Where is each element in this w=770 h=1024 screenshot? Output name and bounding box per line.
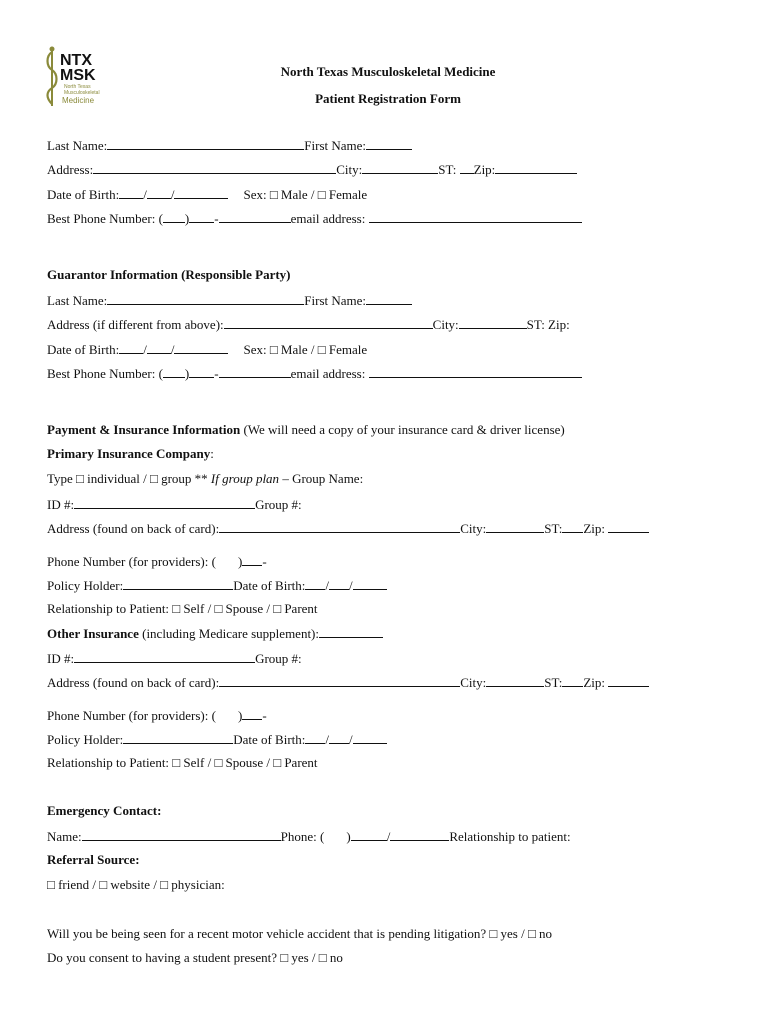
label-provider-phone: Phone Number (for providers): (	[47, 554, 216, 569]
slash: /	[170, 187, 175, 202]
field-other-id[interactable]	[74, 650, 255, 663]
payment-heading	[47, 422, 565, 438]
field-dob-year[interactable]	[353, 577, 387, 590]
field-zip[interactable]	[495, 161, 577, 174]
label-first-name: First Name:	[304, 293, 367, 308]
field-emergency-phone-a[interactable]	[351, 828, 387, 841]
field-other-zip[interactable]	[608, 674, 649, 687]
label-zip: Zip:	[473, 162, 496, 177]
sex-options[interactable]: Sex: □ Male / □ Female	[243, 187, 368, 202]
label-policy-holder: Policy Holder:	[47, 578, 124, 593]
primary-insurance-label: Primary Insurance Company	[47, 446, 211, 461]
primary-address-row	[47, 520, 649, 537]
field-guarantor-last-name[interactable]	[107, 292, 304, 305]
field-primary-city[interactable]	[486, 520, 544, 533]
field-phone-area[interactable]	[163, 365, 185, 378]
patient-phone-row	[47, 210, 582, 227]
label-id: ID #:	[47, 651, 75, 666]
paren: )	[346, 829, 351, 844]
field-email[interactable]	[369, 210, 582, 223]
label-dob: Date of Birth:	[233, 578, 306, 593]
logo-line1: NTX	[60, 52, 92, 69]
other-insurance-note: (including Medicare supplement):	[138, 626, 319, 641]
label-phone: Phone: (	[280, 829, 325, 844]
field-policy-holder[interactable]	[123, 577, 233, 590]
label-phone: Best Phone Number: (	[47, 366, 163, 381]
primary-phone-row	[47, 553, 267, 570]
field-other-city[interactable]	[486, 674, 544, 687]
field-phone-line[interactable]	[219, 210, 291, 223]
label-dob: Date of Birth:	[47, 187, 120, 202]
label-email: email address:	[290, 366, 369, 381]
label-zip: Zip:	[583, 521, 609, 536]
dash: -	[214, 211, 219, 226]
label-st: ST:	[544, 521, 563, 536]
field-emergency-phone-b[interactable]	[390, 828, 449, 841]
logo-sub1: North Texas	[64, 84, 91, 90]
label-address: Address:	[47, 162, 94, 177]
field-dob-year[interactable]	[174, 341, 228, 354]
colon: :	[210, 446, 214, 461]
paren: )	[184, 211, 190, 226]
paren: )	[237, 554, 243, 569]
dash: -	[262, 708, 267, 723]
other-phone-row	[47, 707, 267, 724]
field-last-name[interactable]	[107, 137, 304, 150]
field-dob-day[interactable]	[329, 577, 349, 590]
field-dob-day[interactable]	[147, 186, 171, 199]
dash: -	[214, 366, 219, 381]
label-address: Address (found on back of card):	[47, 675, 220, 690]
other-id-row	[47, 650, 302, 667]
label-first-name: First Name:	[304, 138, 367, 153]
field-phone-area[interactable]	[163, 210, 185, 223]
other-address-row	[47, 674, 649, 691]
field-other-insurance[interactable]	[319, 625, 383, 638]
field-dob-day[interactable]	[329, 731, 349, 744]
guarantor-phone-row	[47, 365, 582, 382]
label-last-name: Last Name:	[47, 138, 108, 153]
slash: /	[349, 732, 353, 747]
field-phone-prefix[interactable]	[189, 365, 214, 378]
label-city: City:	[460, 675, 487, 690]
label-dob: Date of Birth:	[233, 732, 306, 747]
dash: -	[262, 554, 267, 569]
label-dob: Date of Birth:	[47, 342, 120, 357]
logo-sub2: Musculoskeletal	[64, 90, 100, 96]
label-city: City:	[336, 162, 363, 177]
patient-dob-row	[47, 186, 367, 203]
type-options[interactable]: Type □ individual / □ group **	[47, 471, 211, 486]
field-city[interactable]	[362, 161, 438, 174]
question-mva[interactable]: Will you be being seen for a recent motor vehicle accident that is pending litigation? □ yes / □ no	[47, 926, 553, 941]
field-primary-id[interactable]	[74, 496, 255, 509]
logo-sub3: Medicine	[62, 96, 95, 105]
other-insurance-label: Other Insurance	[47, 626, 139, 641]
field-dob-month[interactable]	[305, 731, 325, 744]
field-guarantor-address[interactable]	[224, 316, 433, 329]
field-dob-year[interactable]	[174, 186, 228, 199]
other-holder-row	[47, 731, 387, 748]
label-last-name: Last Name:	[47, 293, 108, 308]
field-policy-holder[interactable]	[123, 731, 233, 744]
field-primary-zip[interactable]	[608, 520, 649, 533]
field-provider-phone[interactable]	[242, 553, 262, 566]
other-relationship[interactable]: Relationship to Patient: □ Self / □ Spouse / □ Parent	[47, 755, 318, 770]
label-city: City:	[460, 521, 487, 536]
slash: /	[349, 578, 353, 593]
label-group: Group #:	[255, 651, 302, 666]
field-dob-month[interactable]	[305, 577, 325, 590]
label-group: Group #:	[255, 497, 302, 512]
label-city: City:	[432, 317, 459, 332]
emergency-heading: Emergency Contact:	[47, 803, 162, 818]
question-student[interactable]: Do you consent to having a student present? □ yes / □ no	[47, 950, 343, 965]
patient-name-row	[47, 137, 412, 154]
field-first-name[interactable]	[366, 137, 412, 150]
label-relationship: Relationship to patient:	[449, 829, 571, 844]
guarantor-heading: Guarantor Information (Responsible Party)	[47, 267, 291, 282]
field-dob-month[interactable]	[119, 341, 143, 354]
field-phone-line[interactable]	[219, 365, 291, 378]
label-address: Address (if different from above):	[47, 317, 224, 332]
other-insurance-row	[47, 625, 383, 642]
paren: )	[184, 366, 190, 381]
guarantor-address-row	[47, 316, 570, 333]
field-dob-month[interactable]	[119, 186, 143, 199]
label-st-zip: ST: Zip:	[526, 317, 570, 332]
payment-heading-note: (We will need a copy of your insurance card & driver license)	[240, 422, 565, 437]
label-st: ST:	[544, 675, 563, 690]
label-phone: Best Phone Number: (	[47, 211, 163, 226]
slash: /	[170, 342, 175, 357]
referral-options[interactable]: □ friend / □ website / □ physician:	[47, 877, 225, 892]
field-st[interactable]	[460, 161, 474, 174]
field-other-address[interactable]	[219, 674, 460, 687]
field-guarantor-city[interactable]	[459, 316, 527, 329]
label-provider-phone: Phone Number (for providers): (	[47, 708, 216, 723]
field-address[interactable]	[93, 161, 336, 174]
type-group-name: – Group Name:	[279, 471, 364, 486]
field-provider-phone[interactable]	[242, 707, 262, 720]
label-policy-holder: Policy Holder:	[47, 732, 124, 747]
primary-relationship[interactable]: Relationship to Patient: □ Self / □ Spouse / □ Parent	[47, 601, 318, 616]
primary-holder-row	[47, 577, 387, 594]
primary-insurance-heading	[47, 446, 214, 462]
guarantor-name-row	[47, 292, 412, 309]
field-other-st[interactable]	[562, 674, 583, 687]
org-name: North Texas Musculoskeletal Medicine	[280, 64, 496, 79]
label-name: Name:	[47, 829, 82, 844]
guarantor-dob-row	[47, 341, 367, 358]
slash: /	[386, 829, 391, 844]
form-title: Patient Registration Form	[315, 91, 461, 106]
label-email: email address:	[290, 211, 369, 226]
label-address: Address (found on back of card):	[47, 521, 220, 536]
sex-options[interactable]: Sex: □ Male / □ Female	[243, 342, 368, 357]
field-emergency-name[interactable]	[82, 828, 281, 841]
field-email[interactable]	[369, 365, 582, 378]
type-italic: If group plan	[210, 471, 280, 486]
slash: /	[143, 342, 147, 357]
field-primary-st[interactable]	[562, 520, 583, 533]
patient-address-row	[47, 161, 577, 178]
field-primary-address[interactable]	[219, 520, 460, 533]
label-id: ID #:	[47, 497, 75, 512]
field-dob-day[interactable]	[147, 341, 171, 354]
emergency-row	[47, 828, 571, 845]
field-phone-prefix[interactable]	[189, 210, 214, 223]
label-st: ST:	[438, 162, 460, 177]
payment-heading-bold: Payment & Insurance Information	[47, 422, 241, 437]
slash: /	[143, 187, 147, 202]
slash: /	[325, 732, 330, 747]
field-dob-year[interactable]	[353, 731, 387, 744]
slash: /	[325, 578, 330, 593]
primary-id-row	[47, 496, 302, 513]
paren: )	[237, 708, 243, 723]
field-guarantor-first-name[interactable]	[366, 292, 412, 305]
referral-heading: Referral Source:	[47, 852, 140, 867]
logo-line2: MSK	[60, 67, 96, 84]
label-zip: Zip:	[583, 675, 609, 690]
insurance-type-row	[47, 471, 363, 487]
